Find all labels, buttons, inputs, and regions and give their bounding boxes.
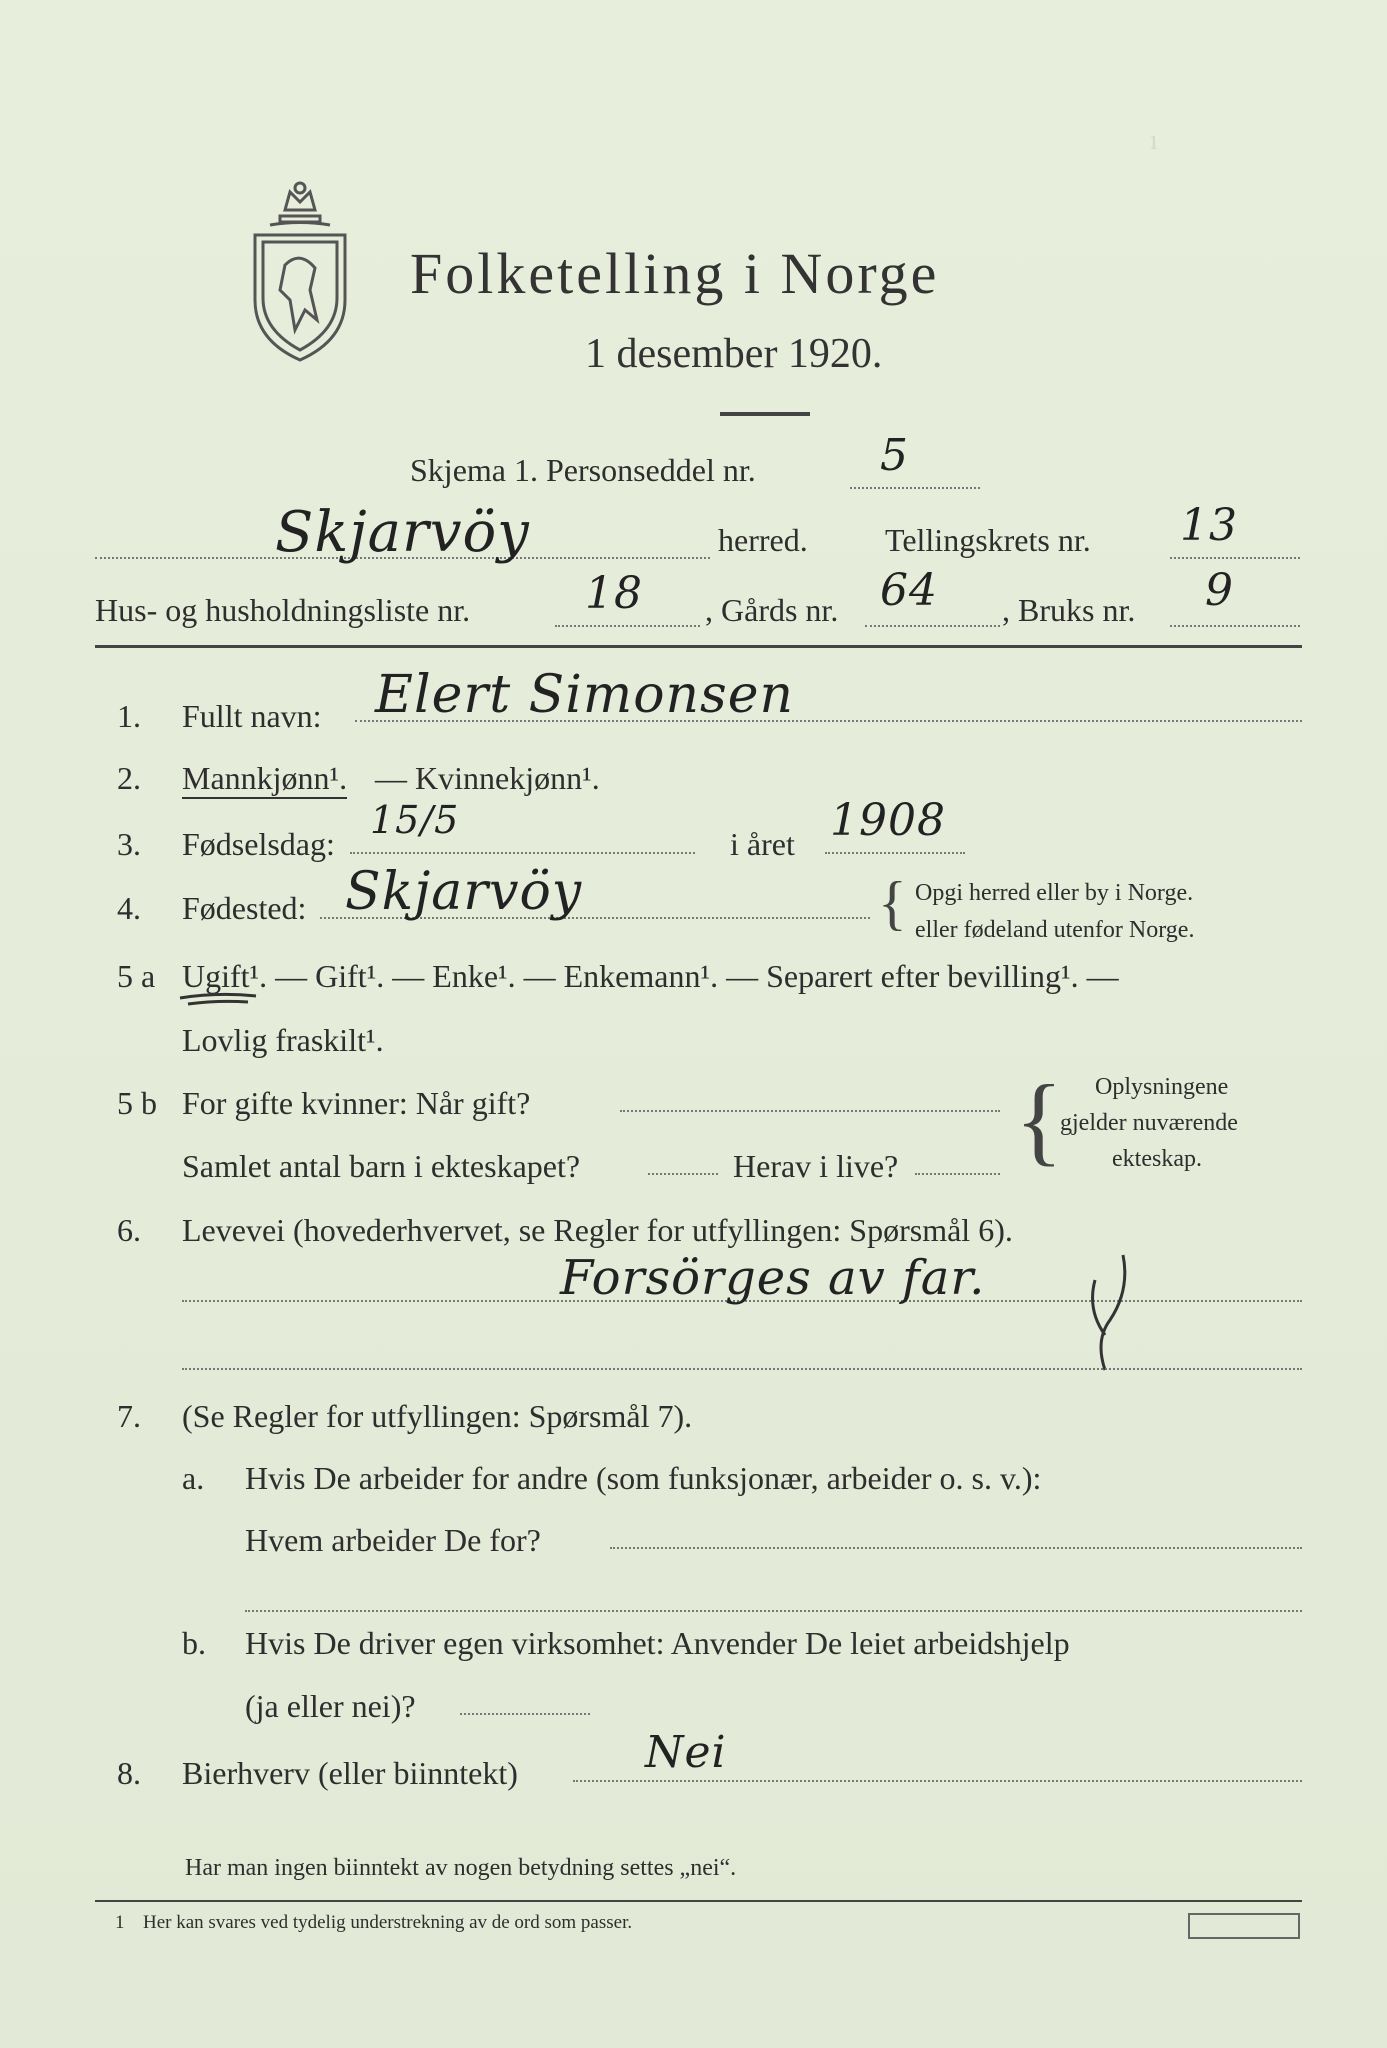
tellingskrets-line bbox=[1170, 557, 1300, 559]
q5b-nar-gift-line[interactable] bbox=[620, 1110, 1000, 1112]
q3-birthday-value[interactable]: 15/5 bbox=[370, 798, 460, 842]
husholdningsliste-line bbox=[555, 625, 700, 627]
q6-number: 6. bbox=[117, 1212, 141, 1248]
q5b-herav-label: Herav i live? bbox=[733, 1148, 899, 1184]
schema-nr-value[interactable]: 5 bbox=[880, 430, 909, 481]
footer-divider bbox=[95, 1900, 1302, 1902]
q7a-employer-label: Hvem arbeider De for? bbox=[245, 1522, 541, 1558]
q5b-barn-label: Samlet antal barn i ekteskapet? bbox=[182, 1148, 581, 1184]
ugift-underline-mark bbox=[178, 990, 258, 1008]
q8-line bbox=[573, 1780, 1302, 1782]
q6-handwritten-mark bbox=[1085, 1250, 1135, 1375]
title-divider bbox=[720, 412, 810, 416]
bleed-through-text: ı bbox=[1150, 125, 1158, 156]
q1-full-name-value[interactable]: Elert Simonsen bbox=[375, 665, 794, 725]
footnote-mark: 1 bbox=[115, 1912, 125, 1933]
q7b-ja-nei-line[interactable] bbox=[460, 1713, 590, 1715]
q5a-marital-options[interactable]: Ugift¹. — Gift¹. — Enke¹. — Enkemann¹. — Separert efter bevilling¹. — bbox=[182, 958, 1119, 994]
husholdningsliste-label: Hus- og husholdningsliste nr. bbox=[95, 592, 471, 628]
q7b-question: Hvis De driver egen virksomhet: Anvender De leiet arbeidshjelp bbox=[245, 1625, 1070, 1661]
herred-value[interactable]: Skjarvöy bbox=[275, 500, 530, 565]
q5b-note-line1: Oplysningene bbox=[1095, 1074, 1229, 1100]
form-title: Folketelling i Norge bbox=[410, 241, 940, 306]
q3-year-line bbox=[825, 852, 965, 854]
q5b-number: 5 b bbox=[117, 1085, 157, 1121]
q7b-number: b. bbox=[182, 1625, 206, 1661]
q5b-barn-line[interactable] bbox=[648, 1173, 718, 1175]
q7a-question: Hvis De arbeider for andre (som funksjonær, arbeider o. s. v.): bbox=[245, 1460, 1042, 1496]
q3-date-line bbox=[350, 852, 695, 854]
gards-label: , Gårds nr. bbox=[705, 592, 839, 628]
form-date: 1 desember 1920. bbox=[585, 331, 883, 377]
bruks-label: , Bruks nr. bbox=[1002, 592, 1136, 628]
q6-label: Levevei (hovederhvervet, se Regler for utfyllingen: Spørsmål 6). bbox=[182, 1212, 1013, 1248]
printer-stamp-icon bbox=[1188, 1913, 1300, 1939]
q7-label: (Se Regler for utfyllingen: Spørsmål 7). bbox=[182, 1398, 693, 1434]
coat-of-arms-icon bbox=[245, 180, 355, 365]
schema-label: Skjema 1. Personseddel nr. bbox=[410, 452, 756, 488]
q3-number: 3. bbox=[117, 826, 141, 862]
footer-note: Har man ingen biinntekt av nogen betydning settes „nei“. bbox=[185, 1855, 737, 1881]
bruks-value[interactable]: 9 bbox=[1205, 565, 1234, 616]
q4-note-line2: eller fødeland utenfor Norge. bbox=[915, 917, 1195, 943]
q4-brace: { bbox=[878, 870, 907, 936]
q5b-brace: { bbox=[1015, 1064, 1063, 1175]
husholdningsliste-value[interactable]: 18 bbox=[585, 568, 643, 619]
q5b-herav-line[interactable] bbox=[915, 1173, 1000, 1175]
q2-kvinnekjonn-option[interactable]: Kvinnekjønn¹. bbox=[415, 760, 600, 796]
tellingskrets-label: Tellingskrets nr. bbox=[885, 522, 1091, 558]
footnote-text: Her kan svares ved tydelig understrekning av de ord som passer. bbox=[143, 1912, 633, 1933]
gards-line bbox=[865, 625, 1000, 627]
q5b-nar-gift-label: For gifte kvinner: Når gift? bbox=[182, 1085, 531, 1121]
q6-line2 bbox=[182, 1368, 1302, 1370]
q8-side-income-value[interactable]: Nei bbox=[645, 1727, 727, 1778]
bruks-line bbox=[1170, 625, 1300, 627]
header-divider bbox=[95, 645, 1302, 648]
q5a-number: 5 a bbox=[117, 958, 156, 994]
q1-label: Fullt navn: bbox=[182, 698, 322, 734]
q8-number: 8. bbox=[117, 1755, 141, 1791]
q7a-number: a. bbox=[182, 1460, 205, 1496]
q8-label: Bierhverv (eller biinntekt) bbox=[182, 1755, 518, 1791]
q4-number: 4. bbox=[117, 890, 141, 926]
q5b-note-line2: gjelder nuværende bbox=[1060, 1110, 1238, 1136]
q4-note-line1: Opgi herred eller by i Norge. bbox=[915, 880, 1194, 906]
schema-nr-line bbox=[850, 487, 980, 489]
q5a-lovlig-fraskilt[interactable]: Lovlig fraskilt¹. bbox=[182, 1022, 384, 1058]
q3-label: Fødselsdag: bbox=[182, 826, 335, 862]
q7-number: 7. bbox=[117, 1398, 141, 1434]
q4-birthplace-value[interactable]: Skjarvöy bbox=[345, 862, 583, 922]
q2-number: 2. bbox=[117, 760, 141, 796]
q2-separator: — bbox=[375, 760, 407, 796]
q3-year-label: i året bbox=[730, 826, 795, 862]
q3-year-value[interactable]: 1908 bbox=[830, 795, 946, 846]
q7b-ja-nei-label: (ja eller nei)? bbox=[245, 1688, 416, 1724]
q2-mannkjonn-option[interactable]: Mannkjønn¹. bbox=[182, 760, 347, 799]
q7a-employer-line1[interactable] bbox=[610, 1547, 1302, 1549]
herred-label: herred. bbox=[718, 522, 808, 558]
q7a-employer-line2[interactable] bbox=[245, 1610, 1302, 1612]
q1-number: 1. bbox=[117, 698, 141, 734]
q5b-note-line3: ekteskap. bbox=[1112, 1146, 1202, 1172]
q6-occupation-value[interactable]: Forsörges av far. bbox=[560, 1250, 986, 1306]
tellingskrets-value[interactable]: 13 bbox=[1180, 500, 1238, 551]
gards-value[interactable]: 64 bbox=[880, 565, 938, 616]
q4-label: Fødested: bbox=[182, 890, 307, 926]
